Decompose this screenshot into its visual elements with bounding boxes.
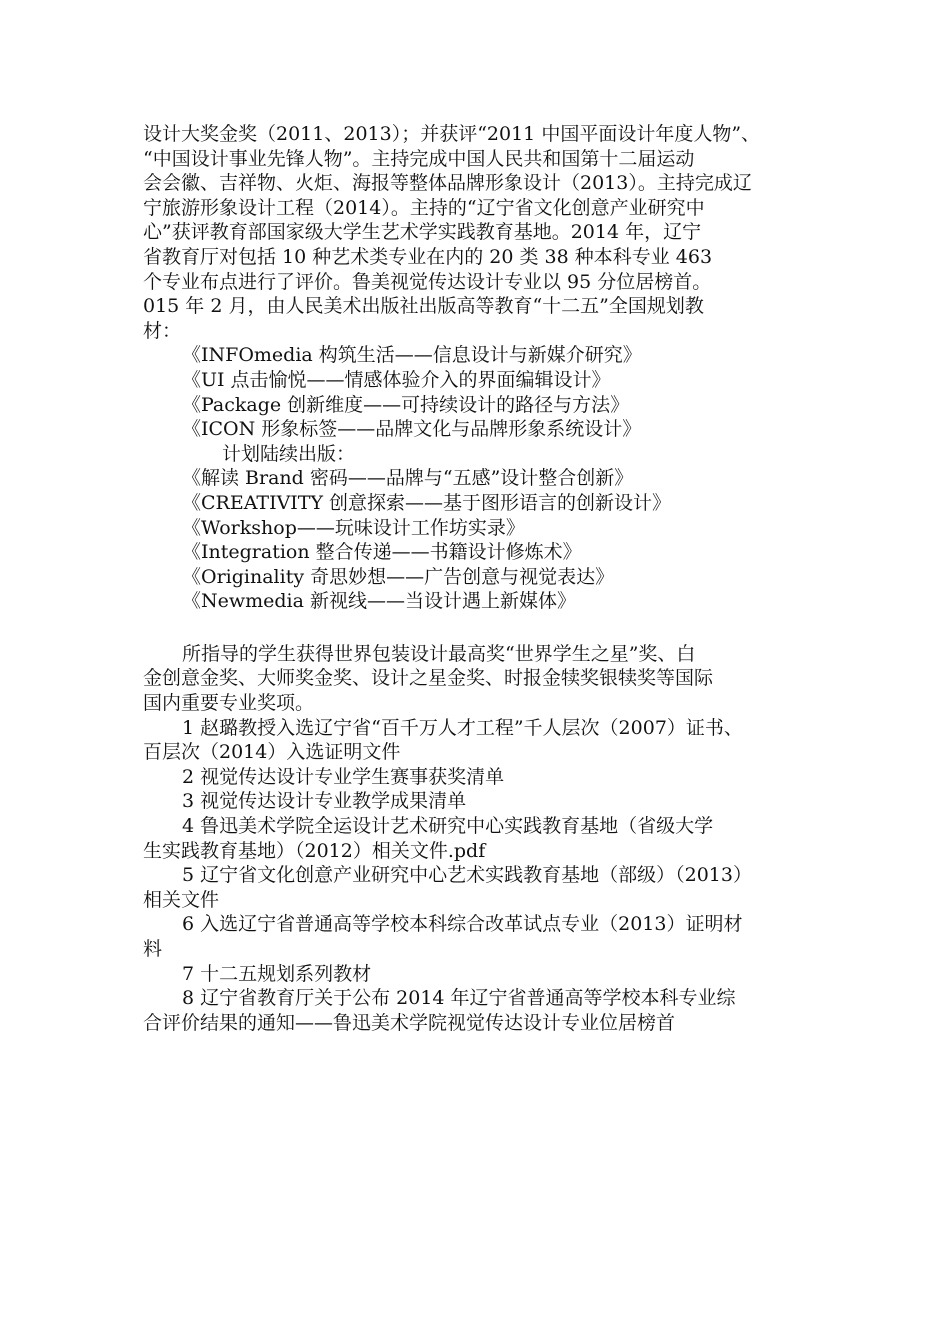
attachment-item	[143, 986, 813, 1035]
book-title: 《Package 创新维度——可持续设计的路径与方法》	[182, 393, 630, 416]
awards-paragraph	[143, 642, 813, 716]
attachment-item	[143, 814, 813, 863]
attachment-line: 料	[143, 938, 163, 960]
document-body	[143, 122, 813, 1035]
attachment-item	[143, 962, 813, 987]
published-books-list	[143, 343, 813, 441]
intro-line: 个专业布点进行了评价。鲁美视觉传达设计专业以 95 分位居榜首。	[143, 270, 712, 293]
awards-line: 金创意金奖、大师奖金奖、设计之星金奖、时报金犊奖银犊奖等国际	[143, 667, 714, 690]
attachment-line: 生实践教育基地）（2012）相关文件.pdf	[143, 839, 486, 862]
attachment-line: 2 视觉传达设计专业学生赛事获奖清单	[182, 765, 505, 788]
planned-books-list	[143, 466, 813, 614]
attachment-item	[143, 765, 813, 790]
book-title: 《UI 点击愉悦——情感体验介入的界面编辑设计》	[182, 368, 611, 391]
attachment-line: 5 辽宁省文化创意产业研究中心艺术实践教育基地（部级）（2013）	[182, 864, 752, 887]
book-title: 《INFOmedia 构筑生活——信息设计与新媒介研究》	[182, 344, 642, 367]
attachment-line: 合评价结果的通知——鲁迅美术学院视觉传达设计专业位居榜首	[143, 1011, 676, 1034]
intro-line: 会会徽、吉祥物、火炬、海报等整体品牌形象设计（2013）。主持完成辽	[143, 172, 752, 195]
attachment-line: 4 鲁迅美术学院全运设计艺术研究中心实践教育基地（省级大学	[182, 815, 714, 838]
intro-line: 省教育厅对包括 10 种艺术类专业在内的 20 类 38 种本科专业 463	[143, 245, 713, 268]
intro-line: “中国设计事业先锋人物”。主持完成中国人民共和国第十二届运动	[143, 147, 695, 170]
book-title: 《ICON 形象标签——品牌文化与品牌形象系统设计》	[182, 418, 642, 441]
book-title: 《解读 Brand 密码——品牌与“五感”设计整合创新》	[182, 467, 634, 490]
book-title: 《Workshop——玩味设计工作坊实录》	[182, 516, 525, 539]
awards-line: 国内重要专业奖项。	[143, 692, 315, 715]
intro-line: 015 年 2 月，由人民美术出版社出版高等教育“十二五”全国规划教	[143, 295, 704, 318]
attachment-item	[143, 912, 813, 961]
attachment-line: 百层次（2014）入选证明文件	[143, 741, 401, 764]
intro-line: 材：	[143, 319, 182, 342]
attachment-line: 3 视觉传达设计专业教学成果清单	[182, 790, 467, 813]
intro-line: 心”获评教育部国家级大学生艺术学实践教育基地。2014 年，辽宁	[143, 221, 702, 244]
intro-line: 宁旅游形象设计工程（2014）。主持的“辽宁省文化创意产业研究中	[143, 196, 705, 219]
planned-label: 计划陆续出版：	[222, 442, 356, 465]
attachment-line: 1 赵璐教授入选辽宁省“百千万人才工程”千人层次（2007）证书、	[182, 716, 743, 739]
book-title: 《Originality 奇思妙想——广告创意与视觉表达》	[182, 565, 615, 588]
intro-paragraph	[143, 122, 813, 343]
attachment-item	[143, 789, 813, 814]
attachment-line: 相关文件	[143, 888, 220, 911]
book-title: 《CREATIVITY 创意探索——基于图形语言的创新设计》	[182, 491, 672, 514]
attachment-item	[143, 716, 813, 765]
intro-line: 设计大奖金奖（2011、2013）；并获评“2011 中国平面设计年度人物”、	[143, 123, 761, 145]
attachment-line: 8 辽宁省教育厅关于公布 2014 年辽宁省普通高等学校本科专业综	[182, 987, 736, 1010]
attachment-item	[143, 863, 813, 912]
book-title: 《Newmedia 新视线——当设计遇上新媒体》	[182, 590, 577, 613]
attachments-list	[143, 716, 813, 1036]
attachment-line: 7 十二五规划系列教材	[182, 962, 372, 985]
book-title: 《Integration 整合传递——书籍设计修炼术》	[182, 541, 582, 564]
attachment-line: 6 入选辽宁省普通高等学校本科综合改革试点专业（2013）证明材	[182, 913, 743, 936]
paragraph-spacer	[143, 614, 813, 642]
awards-line: 所指导的学生获得世界包装设计最高奖“世界学生之星”奖、白	[182, 642, 696, 665]
